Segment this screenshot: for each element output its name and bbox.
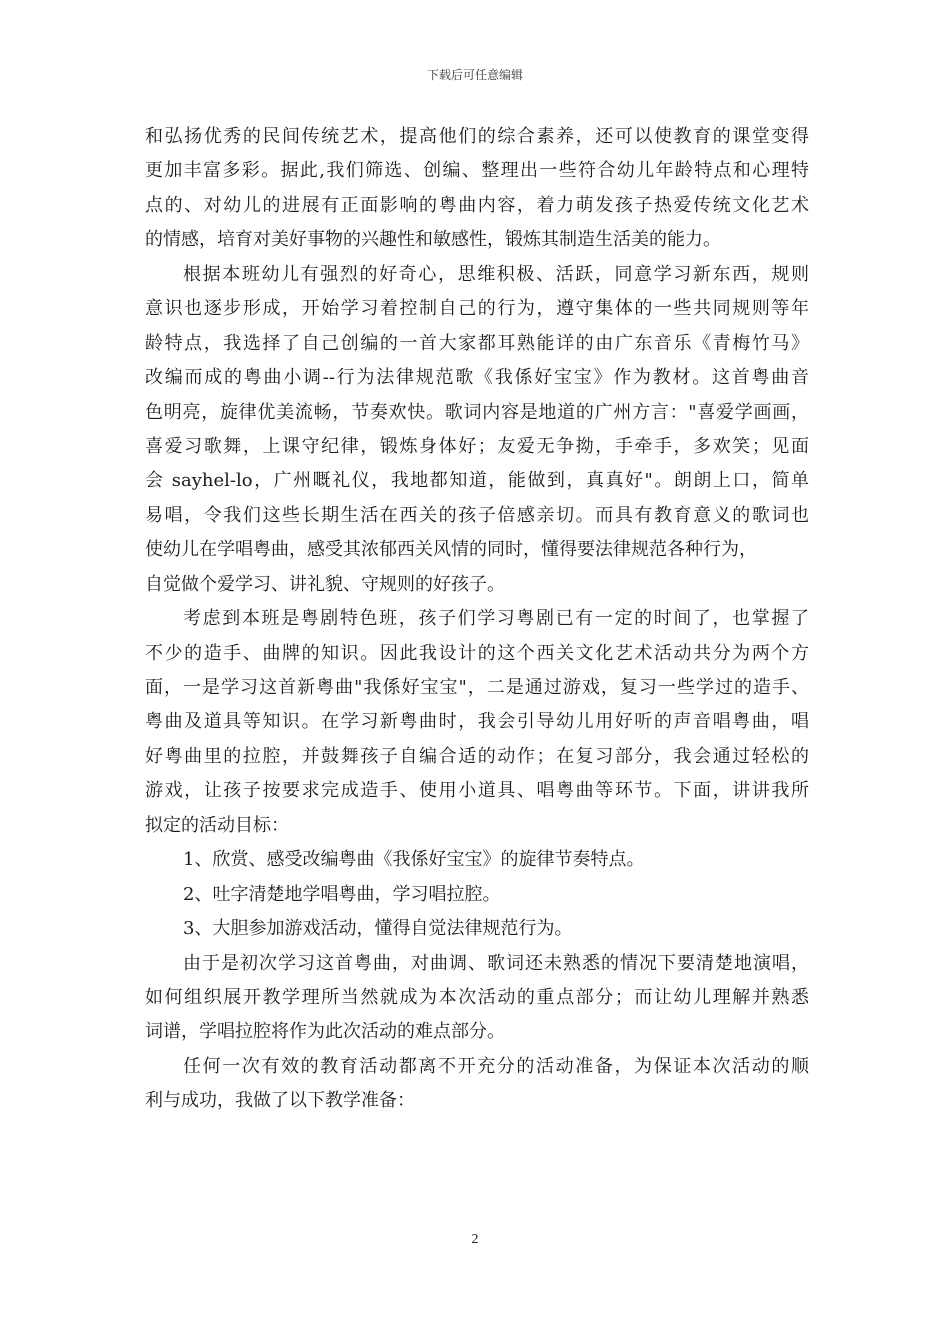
text-line: 如何组织展开教学理所当然就成为本次活动的重点部分；而让幼儿理解并熟悉 xyxy=(145,986,809,1008)
text-line: 游戏，让孩子按要求完成造手、使用小道具、唱粤曲等环节。下面，讲讲我所 xyxy=(145,780,809,802)
text-line: 点的、对幼儿的进展有正面影响的粤曲内容，着力萌发孩子热爱传统文化艺术 xyxy=(145,194,809,216)
text-line: 的情感，培育对美好事物的兴趣性和敏感性，锻炼其制造生活美的能力。 xyxy=(145,229,721,251)
text-line: 由于是初次学习这首粤曲，对曲调、歌词还未熟悉的情况下要清楚地演唱， xyxy=(183,952,809,974)
text-line: 易唱，令我们这些长期生活在西关的孩子倍感亲切。而具有教育意义的歌词也 xyxy=(145,504,809,526)
list-item: 2、吐字清楚地学唱粤曲，学习唱拉腔。 xyxy=(183,883,501,905)
text-line: 任何一次有效的教育活动都离不开充分的活动准备，为保证本次活动的顺 xyxy=(183,1055,809,1077)
document-body xyxy=(145,120,809,1119)
text-line: 不少的造手、曲牌的知识。因此我设计的这个西关文化艺术活动共分为两个方 xyxy=(145,642,809,664)
text-line: 喜爱习歌舞，上课守纪律，锻炼身体好；友爱无争拗，手牵手，多欢笑；见面 xyxy=(145,435,809,457)
text-line: 龄特点，我选择了自己创编的一首大家都耳熟能详的由广东音乐《青梅竹马》 xyxy=(145,332,809,354)
page-header: 下载后可任意编辑 xyxy=(426,68,523,82)
text-line: 利与成功，我做了以下教学准备： xyxy=(145,1090,415,1112)
text-line: 好粤曲里的拉腔，并鼓舞孩子自编合适的动作；在复习部分，我会通过轻松的 xyxy=(145,745,809,767)
text-line: 粤曲及道具等知识。在学习新粤曲时，我会引导幼儿用好听的声音唱粤曲，唱 xyxy=(145,711,809,733)
text-line: 更加丰富多彩。据此,我们筛选、创编、整理出一些符合幼儿年龄特点和心理特 xyxy=(145,160,809,182)
paragraph xyxy=(145,947,809,1050)
paragraph xyxy=(145,1050,809,1119)
text-line: 考虑到本班是粤剧特色班，孩子们学习粤剧已有一定的时间了，也掌握了 xyxy=(183,608,809,630)
text-line: 和弘扬优秀的民间传统艺术，提高他们的综合素养，还可以使教育的课堂变得 xyxy=(145,126,809,147)
text-line: 改编而成的粤曲小调--行为法律规范歌《我係好宝宝》作为教材。这首粤曲音 xyxy=(145,367,809,389)
page-number: 2 xyxy=(471,1232,479,1247)
paragraph xyxy=(145,258,809,602)
text-line: 意识也逐步形成，开始学习着控制自己的行为，遵守集体的一些共同规则等年 xyxy=(145,298,809,320)
text-line: 自觉做个爱学习、讲礼貌、守规则的好孩子。 xyxy=(145,573,505,595)
list-item: 3、大胆参加游戏活动，懂得自觉法律规范行为。 xyxy=(183,918,573,940)
list-item: 1、欣赏、感受改编粤曲《我係好宝宝》的旋律节奏特点。 xyxy=(183,849,645,871)
text-line: 拟定的活动目标： xyxy=(145,814,289,836)
text-line: 色明亮，旋律优美流畅，节奏欢快。歌词内容是地道的广州方言："喜爱学画画， xyxy=(145,401,809,423)
text-line: 根据本班幼儿有强烈的好奇心，思维积极、活跃，同意学习新东西，规则 xyxy=(183,263,809,285)
paragraph xyxy=(145,120,809,258)
text-line: 会 sayhel-lo，广州嘅礼仪，我地都知道，能做到，真真好"。朗朗上口，简单 xyxy=(145,470,809,492)
text-line: 词谱，学唱拉腔将作为此次活动的难点部分。 xyxy=(145,1021,505,1043)
text-line: 面，一是学习这首新粤曲"我係好宝宝"，二是通过游戏，复习一些学过的造手、 xyxy=(145,677,809,698)
text-line: 使幼儿在学唱粤曲，感受其浓郁西关风情的同时，懂得要法律规范各种行为， xyxy=(145,539,757,561)
paragraph xyxy=(145,602,809,843)
